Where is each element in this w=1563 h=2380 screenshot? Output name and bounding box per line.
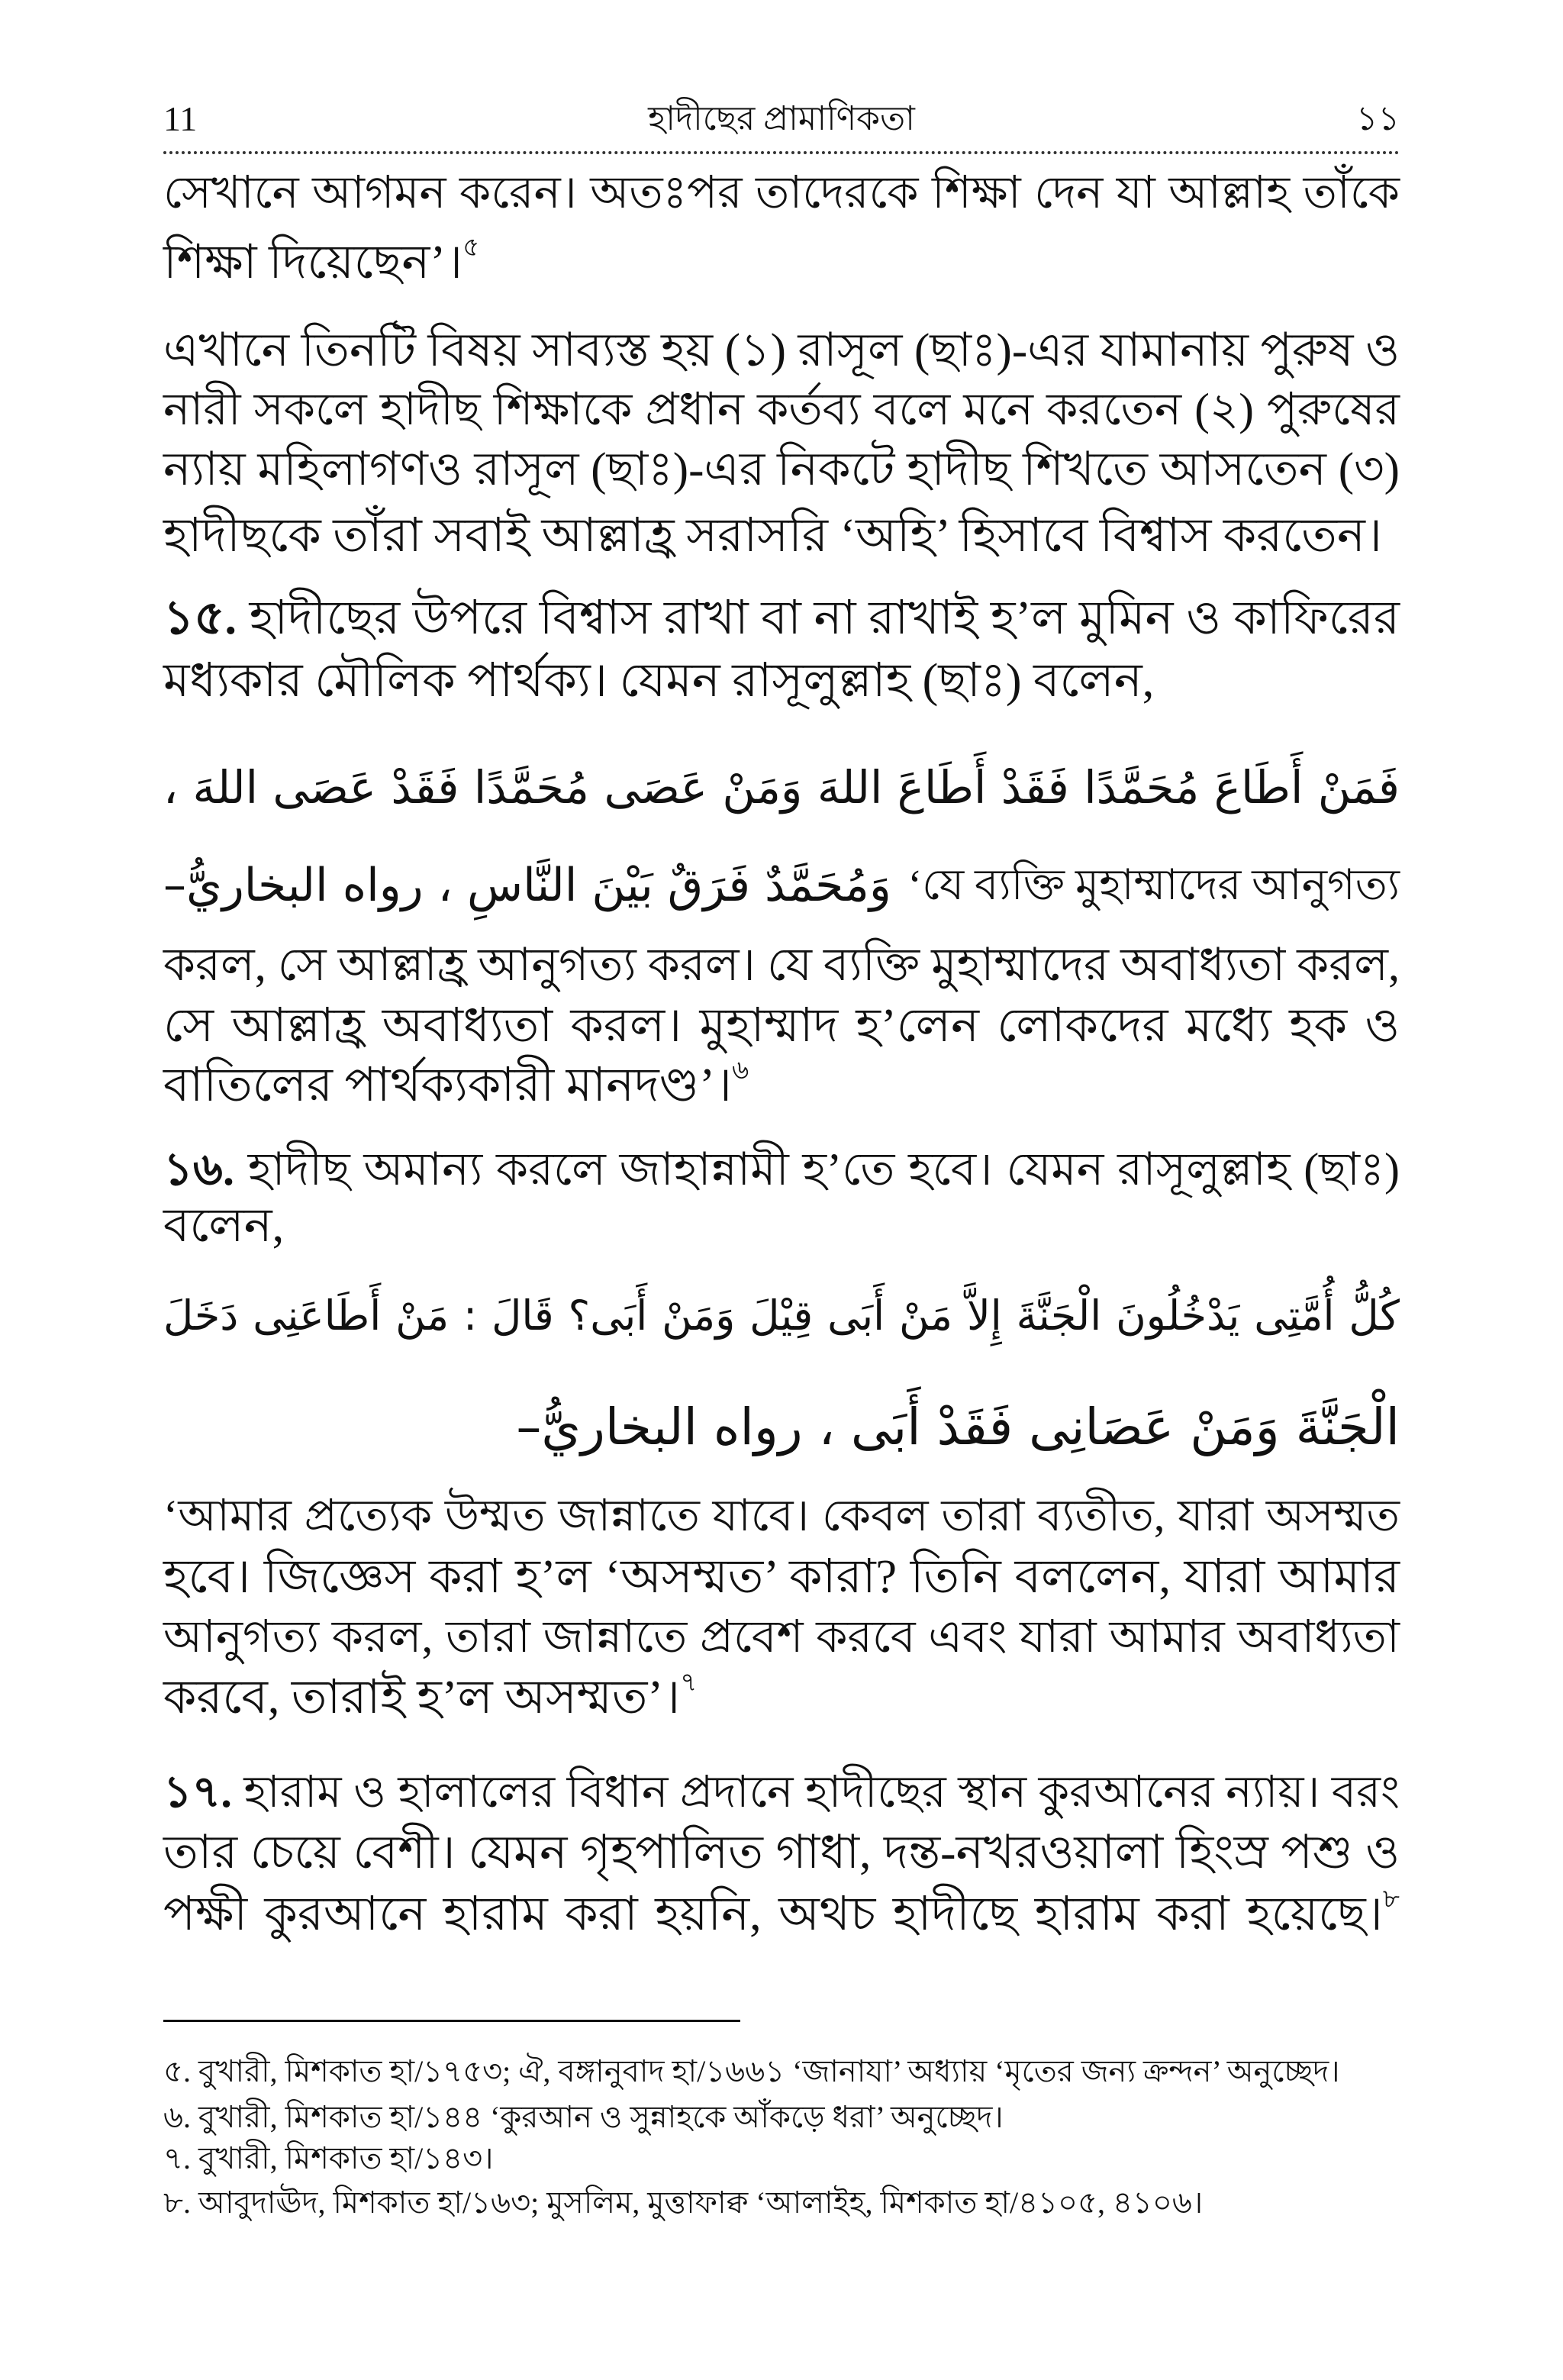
translation-line	[163, 1667, 1400, 1728]
arabic-text: وَمُحَمَّدٌ فَرَقٌ بَيْنَ النَّاسِ ، رواه البخاريُّ–	[163, 859, 891, 912]
running-title: হাদীছের প্রামাণিকতা	[648, 100, 915, 137]
translation-line	[163, 995, 1400, 1056]
point-number: ১৬.	[163, 1144, 234, 1195]
line-text: মধ্যকার মৌলিক পার্থক্য। যেমন রাসূলুল্লাহ (ছাঃ) বলেন,	[163, 655, 1155, 707]
footnote: ৫. বুখারী, মিশকাত হা/১৭৫৩; ঐ, বঙ্গানুবাদ হা/১৬৬১ ‘জানাযা’ অধ্যায় ‘মৃতের জন্য ক্রন্দন’ অনুচ্ছেদ।	[163, 2054, 1340, 2088]
footnote: ৮. আবুদাঊদ, মিশকাত হা/১৬৩; মুসলিম, মুত্তাফাক্ব ‘আলাইহ, মিশকাত হা/৪১০৫, ৪১০৬।	[163, 2185, 1204, 2220]
line-text: হাদীছের উপরে বিশ্বাস রাখা বা না রাখাই হ’ল মুমিন ও কাফিরের	[249, 592, 1400, 644]
summary-paragraph-line	[163, 379, 1400, 440]
point-15-line	[163, 650, 1400, 711]
line-text: বাতিলের পার্থক্যকারী মানদণ্ড’।	[163, 1059, 733, 1111]
line-text: হবে। জিজ্ঞেস করা হ’ল ‘অসম্মত’ কারা? তিনি বললেন, যারা আমার	[163, 1551, 1400, 1603]
point-17-line	[163, 1823, 1400, 1884]
intro-paragraph-line	[163, 162, 1400, 223]
arabic-hadith-line	[163, 1270, 1400, 1362]
header-dotted-rule	[163, 151, 1400, 154]
line-text: বলেন,	[163, 1200, 285, 1252]
line-text: নারী সকলে হাদীছ শিক্ষাকে প্রধান কর্তব্য বলে মনে করতেন (২) পুরুষের	[163, 384, 1400, 434]
summary-paragraph-line	[163, 505, 1400, 566]
footnote-ref: ৬	[732, 1056, 749, 1085]
footnote-ref: ৮	[1382, 1885, 1400, 1914]
summary-paragraph-line	[163, 440, 1400, 501]
translation-line	[163, 1055, 1400, 1116]
footnote: ৭. বুখারী, মিশকাত হা/১৪৩।	[163, 2141, 494, 2175]
translation-start: ‘যে ব্যক্তি মুহাম্মাদের আনুগত্য	[907, 862, 1400, 909]
arabic-text: كُلُّ أُمَّتِى يَدْخُلُونَ الْجَنَّةَ إِلاَّ مَنْ أَبَى قِيْلَ وَمَنْ أَبَى؟ قَالَ : مَنْ أَطَاعَنِى دَخَلَ	[163, 1292, 1400, 1340]
intro-paragraph-line	[163, 232, 1400, 293]
page-number-bengali: ১১	[1355, 100, 1400, 137]
footnote: ৬. বুখারী, মিশকাত হা/১৪৪ ‘কুরআন ও সুন্নাহকে আঁকড়ে ধরা’ অনুচ্ছেদ।	[163, 2100, 1004, 2134]
line-text: এখানে তিনটি বিষয় সাব্যস্ত হয় (১) রাসূল (ছাঃ)-এর যামানায় পুরুষ ও	[163, 325, 1400, 376]
line-text: করবে, তারাই হ’ল অসম্মত’।	[163, 1672, 681, 1724]
page-number: 11	[163, 99, 198, 138]
line-text: হারাম ও হালালের বিধান প্রদানে হাদীছের স্থান কুরআনের ন্যায়। বরং	[243, 1767, 1400, 1817]
line-text: ন্যায় মহিলাগণও রাসূল (ছাঃ)-এর নিকটে হাদীছ শিখতে আসতেন (৩)	[163, 444, 1400, 495]
summary-paragraph-line	[163, 321, 1400, 382]
footnote-ref: ৫	[462, 234, 480, 263]
footnote-separator	[163, 2020, 740, 2022]
mixed-arabic-bengali-line	[163, 840, 1400, 931]
line-text: সেখানে আগমন করেন। অতঃপর তাদেরকে শিক্ষা দেন যা আল্লাহ তাঁকে	[163, 167, 1400, 218]
point-17-line	[163, 1762, 1400, 1823]
line-text: তার চেয়ে বেশী। যেমন গৃহপালিত গাধা, দন্ত-নখরওয়ালা হিংস্র পশু ও	[163, 1827, 1400, 1879]
line-text: সে আল্লাহ্র অবাধ্যতা করল। মুহাম্মাদ হ’লেন লোকদের মধ্যে হক ও	[163, 1000, 1400, 1052]
translation-line	[163, 1546, 1400, 1608]
arabic-hadith-line	[163, 742, 1400, 834]
point-17-line	[163, 1884, 1400, 1945]
translation-line	[163, 1606, 1400, 1667]
line-text: করল, সে আল্লাহ্র আনুগত্য করল। যে ব্যক্তি মুহাম্মাদের অবাধ্যতা করল,	[163, 940, 1400, 990]
point-number: ১৫.	[163, 592, 237, 644]
line-text: পক্ষী কুরআনে হারাম করা হয়নি, অথচ হাদীছে হারাম করা হয়েছে।	[163, 1888, 1383, 1940]
point-number: ১৭.	[163, 1767, 232, 1817]
point-15-line	[163, 588, 1400, 649]
line-text: ‘আমার প্রত্যেক উম্মত জান্নাতে যাবে। কেবল তারা ব্যতীত, যারা অসম্মত	[163, 1491, 1400, 1540]
line-text: শিক্ষা দিয়েছেন’।	[163, 237, 463, 289]
line-text: আনুগত্য করল, তারা জান্নাতে প্রবেশ করবে এবং যারা আমার অবাধ্যতা	[163, 1611, 1400, 1662]
footnote-ref: ৭	[680, 1669, 698, 1698]
point-16-line	[163, 1139, 1400, 1200]
translation-line	[163, 934, 1400, 995]
translation-line	[163, 1485, 1400, 1546]
running-header	[163, 95, 1400, 144]
arabic-text: فَمَنْ أَطَاعَ مُحَمَّدًا فَقَدْ أَطَاعَ اللهَ وَمَنْ عَصَى مُحَمَّدًا فَقَدْ عَصَى اللهَ ،	[163, 761, 1400, 814]
line-text: হাদীছকে তাঁরা সবাই আল্লাহ্র সরাসরি ‘অহি’ হিসাবে বিশ্বাস করতেন।	[163, 510, 1383, 562]
point-16-line	[163, 1195, 1400, 1256]
arabic-hadith-line	[163, 1382, 1400, 1473]
arabic-text: الْجَنَّةَ وَمَنْ عَصَانِى فَقَدْ أَبَى ، رواه البخاريُّ–	[516, 1398, 1400, 1456]
line-text: হাদীছ অমান্য করলে জাহান্নামী হ’তে হবে। যেমন রাসূলুল্লাহ (ছাঃ)	[247, 1144, 1400, 1195]
